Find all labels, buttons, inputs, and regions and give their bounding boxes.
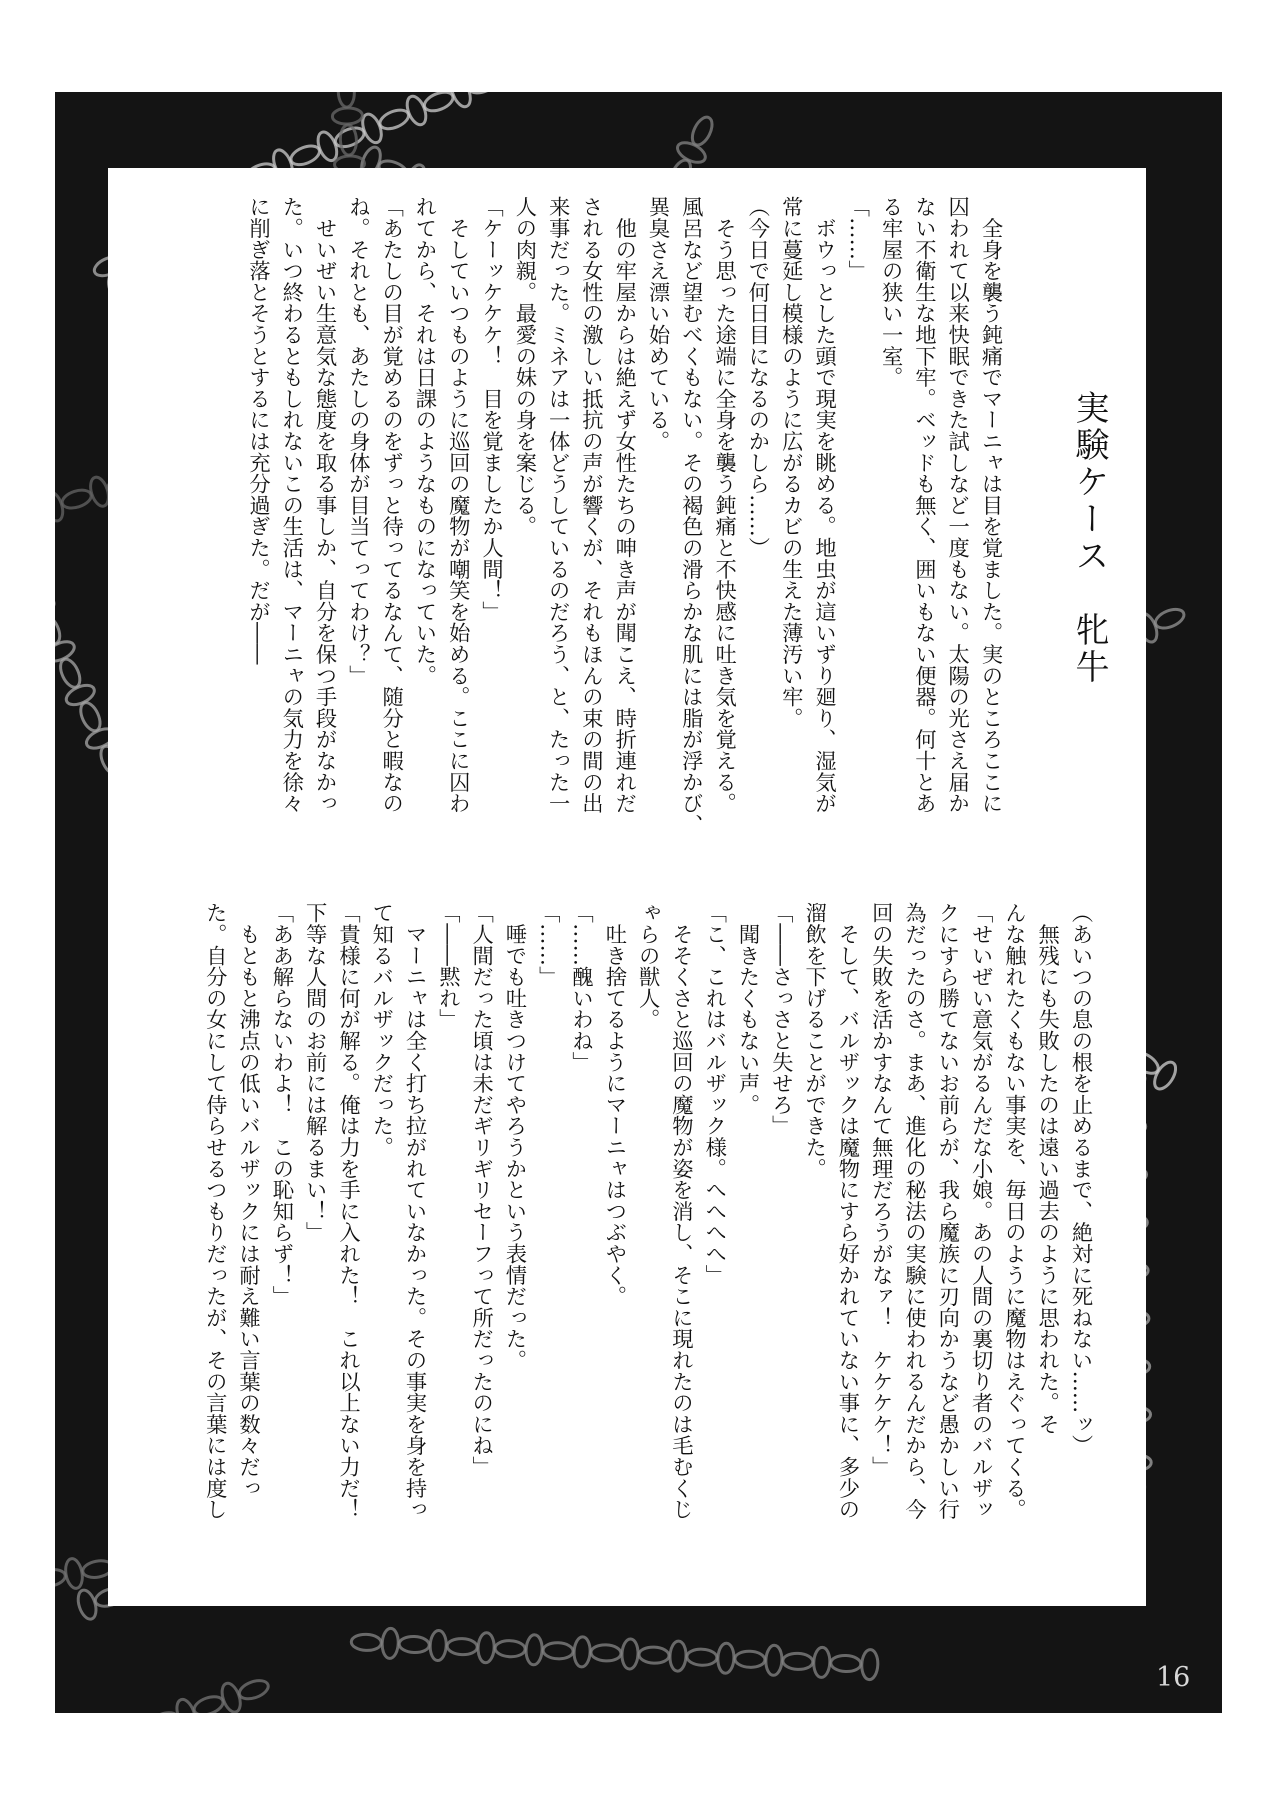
text-line: される女性の激しい抵抗の声が響くが、それもほんの束の間の出	[578, 196, 604, 814]
text-line: 回の失敗を活かすなんて無理だろうがなァ！ ケケケケ！」	[868, 902, 894, 1478]
text-line: ボウっとした頭で現実を眺める。地虫が這いずり廻り、湿気が	[811, 196, 837, 814]
text-line: 「……」	[844, 196, 870, 282]
text-line: た。いつ終わるともしれないこの生活は、マーニャの気力を徐々	[278, 196, 304, 814]
text-line: 風呂など望むべくもない。その褐色の滑らかな肌には脂が浮かび、	[678, 196, 704, 835]
chain-link	[75, 1588, 99, 1621]
chain-link	[543, 1642, 574, 1659]
chain-link	[621, 1639, 638, 1670]
chain-link	[765, 1645, 782, 1676]
chain-link	[422, 92, 456, 115]
chain-link	[782, 1653, 813, 1670]
text-line: に削ぎ落とそうとするには充分過ぎた。だが――	[245, 196, 271, 665]
text-line: 異臭さえ漂い始めている。	[645, 196, 671, 452]
text-line: 「人間だった頃は未だギリギリセーフって所だったのにね」	[468, 902, 494, 1478]
text-line: 下等な人間のお前には解るまい！」	[302, 902, 328, 1243]
chain-link	[351, 1634, 382, 1651]
text-line: 「――黙れ」	[435, 902, 461, 1030]
chain-link	[717, 1643, 734, 1674]
text-line: 他の牢屋からは絶えず女性たちの呻き声が聞こえ、時折連れだ	[611, 196, 637, 814]
text-line: 来事だった。ミネアは一体どうしているのだろう、と、たった一	[545, 196, 571, 814]
text-line: 「せいぜい意気がるんだな小娘。あの人間の裏切り者のバルザッ	[968, 902, 994, 1520]
text-line: そう思った途端に全身を襲う鈍痛と不快感に吐き気を覚える。	[711, 196, 737, 814]
text-line: 「――さっさと失せろ」	[768, 902, 794, 1137]
text-line: 全身を襲う鈍痛でマーニャは目を覚ました。実のところここに	[978, 196, 1003, 814]
chain-link	[477, 1632, 494, 1663]
text-line: 無残にも失敗したのは遠い過去のように思われた。そ	[1034, 902, 1060, 1435]
chain-link	[525, 1634, 542, 1665]
text-line: 囚われて以来快眠できた試しなど一度もない。太陽の光さえ届か	[944, 196, 970, 814]
text-line: 常に蔓延し模様のように広がるカビの生えた薄汚い牢。	[778, 196, 804, 729]
text-line: そしていつものように巡回の魔物が嘲笑を始める。ここに囚わ	[445, 196, 471, 814]
chain-link	[219, 1681, 244, 1713]
chain-link	[430, 1630, 447, 1661]
text-line: んな触れたくもない事実を、毎日のように魔物はえぐってくる。	[1001, 902, 1027, 1520]
chain-link	[639, 1646, 670, 1663]
text-line: 「あたしの目が覚めるのをずっと待ってるなんて、随分と暇なの	[378, 196, 404, 814]
chain-link	[63, 1557, 84, 1589]
chain-link	[830, 1655, 861, 1672]
chain-link	[735, 1651, 766, 1668]
page-number: 16	[1156, 1662, 1191, 1693]
text-block-bottom	[202, 902, 1097, 1592]
text-line: （今日で何日目になるのかしら……）	[744, 196, 770, 559]
text-line: 為だったのさ。まあ、進化の秘法の実験に使われるんだから、今	[901, 902, 927, 1520]
text-line: せいぜい生意気な態度を取る事しか、自分を保つ手段がなかっ	[312, 196, 338, 814]
text-line: 唾でも吐きつけてやろうかという表情だった。	[501, 902, 527, 1371]
text-line: 「……」	[535, 902, 561, 988]
text-line: 「……醜いわね」	[568, 902, 594, 1073]
chain-link	[147, 1709, 181, 1713]
text-line: そして、バルザックは魔物にすら好かれていない事に、多少の	[834, 902, 860, 1520]
chain-link	[591, 1644, 622, 1661]
chain-link	[687, 1649, 718, 1666]
chain-link	[237, 1677, 271, 1702]
chain-link	[813, 1647, 830, 1678]
chain-link	[573, 1637, 590, 1668]
text-line: 吐き捨てるようにマーニャはつぶやく。	[601, 902, 627, 1307]
text-line: クにすら勝てないお前らが、我ら魔族に刃向かうなど愚かしい行	[934, 902, 960, 1520]
text-line: 「こ、これはバルザック様。へへへへ」	[701, 902, 727, 1286]
text-line: マーニャは全く打ち拉がれていなかった。その事実を身を持っ	[402, 902, 428, 1520]
chain-link	[382, 1628, 399, 1659]
chain-link	[333, 124, 367, 150]
text-line: 聞きたくもない声。	[735, 902, 761, 1115]
chain-link	[495, 1640, 526, 1657]
text-line: る牢屋の狭い一室。	[878, 196, 904, 388]
text-line: （あいつの息の根を止めるまで、絶対に死ねない……ッ）	[1068, 902, 1093, 1456]
chain-link	[447, 1638, 478, 1655]
chain-link	[332, 107, 363, 124]
text-line: れてから、それは日課のようなものになっていた。	[411, 196, 437, 686]
text-line: ゃらの獣人。	[635, 902, 661, 1030]
text-line: ね。それとも、あたしの身体が目当てってわけ？」	[345, 196, 371, 686]
text-line: 「貴様に何が解る。俺は力を手に入れた！ これ以上ない力だ！	[335, 902, 361, 1520]
text-line: ない不衛生な地下牢。ベッドも無く、囲いもない便器。何十とあ	[911, 196, 937, 814]
text-block-top	[227, 196, 1007, 866]
chain-link	[399, 1636, 430, 1653]
text-line: 「ケーッケケケ！ 目を覚ましたか人間！」	[478, 196, 504, 622]
chain-link	[669, 1641, 686, 1672]
text-line: た。自分の女にして侍らせるつもりだったが、その言葉には度し	[202, 902, 228, 1520]
text-line: もともと沸点の低いバルザックには耐え難い言葉の数々だっ	[235, 902, 261, 1499]
chain-link	[288, 142, 322, 168]
text-line: 溜飲を下げることができた。	[801, 902, 827, 1179]
chain-link	[861, 1649, 878, 1680]
text-line: 人の肉親。最愛の妹の身を案じる。	[511, 196, 537, 537]
text-line: て知るバルザックだった。	[368, 902, 394, 1158]
chain-link	[314, 129, 340, 163]
chain-link	[1153, 606, 1187, 632]
text-line: そそくさと巡回の魔物が姿を消し、そこに現れたのは毛むくじ	[668, 902, 694, 1520]
chain-link	[403, 94, 429, 128]
chain-link	[192, 1693, 226, 1713]
chain-link	[377, 106, 411, 132]
chain-link	[1150, 1059, 1180, 1093]
chain-link	[338, 92, 355, 107]
text-line: 「ああ解らないわよ！ この恥知らず！」	[268, 902, 294, 1307]
chain-link	[60, 487, 93, 511]
chapter-title: 実験ケース 牝牛	[1069, 390, 1109, 686]
chain-link	[55, 594, 57, 621]
